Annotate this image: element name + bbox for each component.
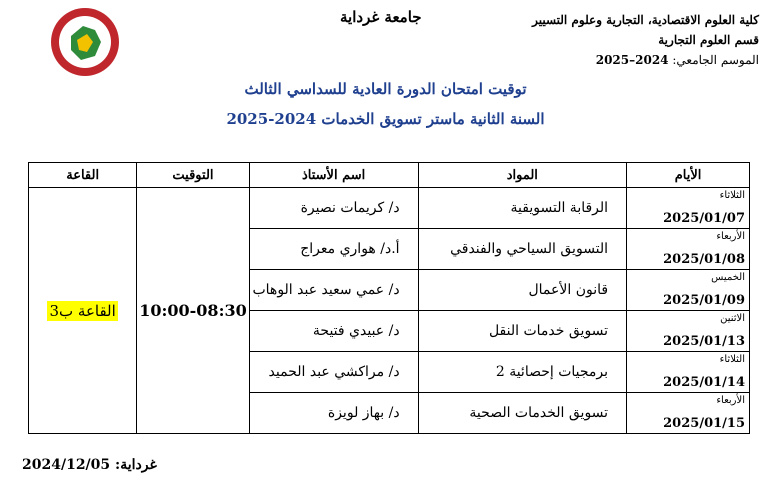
academic-season — [532, 50, 759, 70]
professor-cell: د/ مراكشي عبد الحميد — [249, 352, 418, 393]
professor-cell: د/ كريمات نصيرة — [249, 188, 418, 229]
professor-cell: د/ بهاز لويزة — [249, 393, 418, 434]
day-name: الاثنين — [720, 313, 745, 324]
university-logo — [49, 6, 121, 78]
table-row — [29, 188, 750, 229]
day-name: الخميس — [711, 272, 745, 283]
subject-cell: التسويق السياحي والفندقي — [418, 229, 627, 270]
day-cell — [627, 352, 750, 393]
season-label: الموسم الجامعي: — [672, 53, 759, 67]
day-cell — [627, 393, 750, 434]
exam-date: 2025/01/14 — [663, 375, 745, 390]
day-cell — [627, 311, 750, 352]
exam-date: 2025/01/07 — [663, 211, 745, 226]
day-name: الأربعاء — [716, 395, 745, 406]
footer-date: 2024/12/05 — [22, 457, 111, 473]
exam-title: توقيت امتحان الدورة العادية للسداسي الثالث — [244, 80, 527, 98]
subject-cell: قانون الأعمال — [418, 270, 627, 311]
subject-cell: الرقابة التسويقية — [418, 188, 627, 229]
subject-cell: تسويق خدمات النقل — [418, 311, 627, 352]
header-days: الأيام — [627, 163, 750, 188]
exam-date: 2025/01/15 — [663, 416, 745, 431]
exam-date: 2025/01/08 — [663, 252, 745, 267]
exam-date: 2025/01/09 — [663, 293, 745, 308]
header-subjects: المواد — [418, 163, 627, 188]
exam-schedule-table — [28, 162, 750, 434]
faculty-header — [532, 10, 759, 70]
day-cell — [627, 270, 750, 311]
subject-cell: تسويق الخدمات الصحية — [418, 393, 627, 434]
table-header-row — [29, 163, 750, 188]
season-value: 2024–2025 — [595, 53, 669, 67]
header-time: التوقيت — [137, 163, 249, 188]
time-cell: 10:00-08:30 — [137, 188, 249, 434]
signature-line — [22, 457, 157, 473]
footer-place: غرداية: — [115, 457, 157, 473]
professor-cell: د/ عمي سعيد عبد الوهاب — [249, 270, 418, 311]
header-room: القاعة — [29, 163, 137, 188]
department-name: قسم العلوم التجارية — [658, 33, 759, 47]
room-label: القاعة ب3 — [49, 301, 116, 320]
header-professor: اسم الأستاذ — [249, 163, 418, 188]
professor-cell: أ.د/ هواري معراج — [249, 229, 418, 270]
university-name: جامعة غرداية — [340, 8, 422, 26]
faculty-name: كلية العلوم الاقتصادية، التجارية وعلوم التسيير — [532, 13, 759, 27]
day-name: الثلاثاء — [719, 354, 745, 365]
subject-cell: برمجيات إحصائية 2 — [418, 352, 627, 393]
room-cell — [29, 188, 137, 434]
day-name: الثلاثاء — [719, 190, 745, 201]
day-cell — [627, 188, 750, 229]
professor-cell: د/ عبيدي فتيحة — [249, 311, 418, 352]
day-name: الأربعاء — [716, 231, 745, 242]
exam-date: 2025/01/13 — [663, 334, 745, 349]
program-title: السنة الثانية ماستر تسويق الخدمات 2024-2025 — [226, 110, 545, 128]
day-cell — [627, 229, 750, 270]
